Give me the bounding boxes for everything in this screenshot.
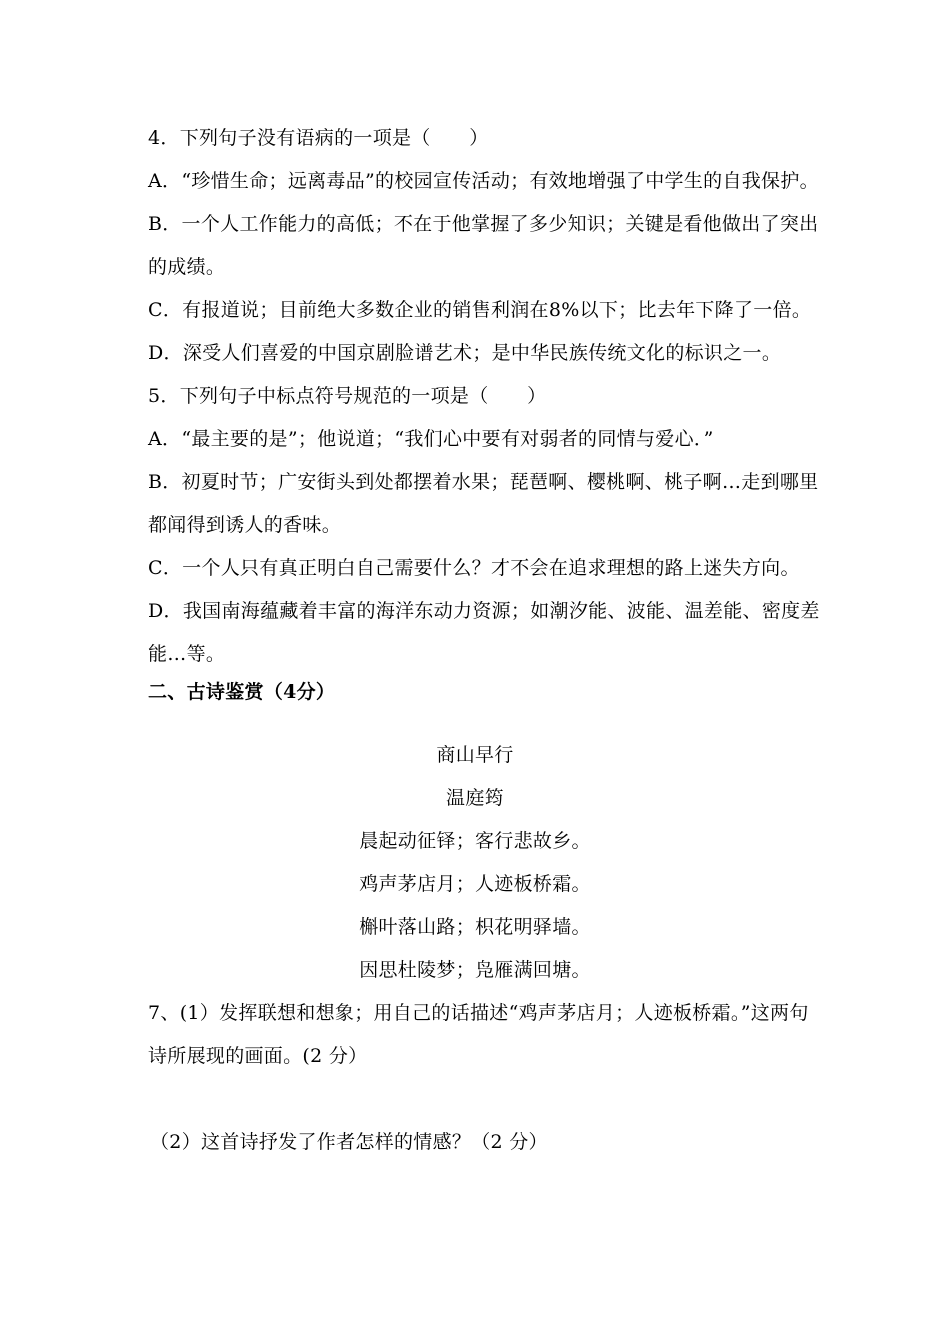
poem-line-2: 鸡声茅店月；人迹板桥霜。 <box>359 873 591 895</box>
question-5-option-d-line1: D．我国南海蕴藏着丰富的海洋东动力资源；如潮汐能、波能、温差能、密度差 <box>148 600 820 622</box>
question-4-option-a: A．“珍惜生命；远离毒品”的校园宣传活动；有效地增强了中学生的自我保护。 <box>148 170 819 192</box>
question-4-option-c: C．有报道说；目前绝大多数企业的销售利润在8%以下；比去年下降了一倍。 <box>148 299 812 321</box>
question-5-option-c: C．一个人只有真正明白自己需要什么？才不会在追求理想的路上迷失方向。 <box>148 557 800 579</box>
question-4-stem: 4．下列句子没有语病的一项是（ ） <box>148 127 489 149</box>
poem-author: 温庭筠 <box>446 787 504 809</box>
question-7-part-1-line2: 诗所展现的画面。(2 分） <box>148 1045 368 1067</box>
question-5-option-b-line1: B．初夏时节；广安街头到处都摆着水果；琵琶啊、樱桃啊、桃子啊…走到哪里 <box>148 471 819 493</box>
section-2-heading: 二、古诗鉴赏（4分） <box>148 681 336 703</box>
question-5-option-a: A．“最主要的是”；他说道；“我们心中要有对弱者的同情与爱心．” <box>148 428 714 450</box>
poem-title: 商山早行 <box>436 744 514 766</box>
question-4-option-b-line2: 的成绩。 <box>148 256 226 278</box>
poem-line-4: 因思杜陵梦；凫雁满回塘。 <box>359 959 591 981</box>
question-7-part-2: （2）这首诗抒发了作者怎样的情感？（2 分） <box>150 1131 548 1153</box>
poem-line-3: 槲叶落山路；枳花明驿墙。 <box>359 916 591 938</box>
question-7-part-1-line1: 7、(1）发挥联想和想象；用自己的话描述“鸡声茅店月；人迹板桥霜。”这两句 <box>148 1002 809 1024</box>
question-4-option-d: D．深受人们喜爱的中国京剧脸谱艺术；是中华民族传统文化的标识之一。 <box>148 342 782 364</box>
question-4-option-b-line1: B．一个人工作能力的高低；不在于他掌握了多少知识；关键是看他做出了突出 <box>148 213 819 235</box>
poem-line-1: 晨起动征铎；客行悲故乡。 <box>359 830 591 852</box>
question-5-stem: 5．下列句子中标点符号规范的一项是（ ） <box>148 385 547 407</box>
question-5-option-d-line2: 能…等。 <box>148 643 226 665</box>
question-5-option-b-line2: 都闻得到诱人的香味。 <box>148 514 342 536</box>
